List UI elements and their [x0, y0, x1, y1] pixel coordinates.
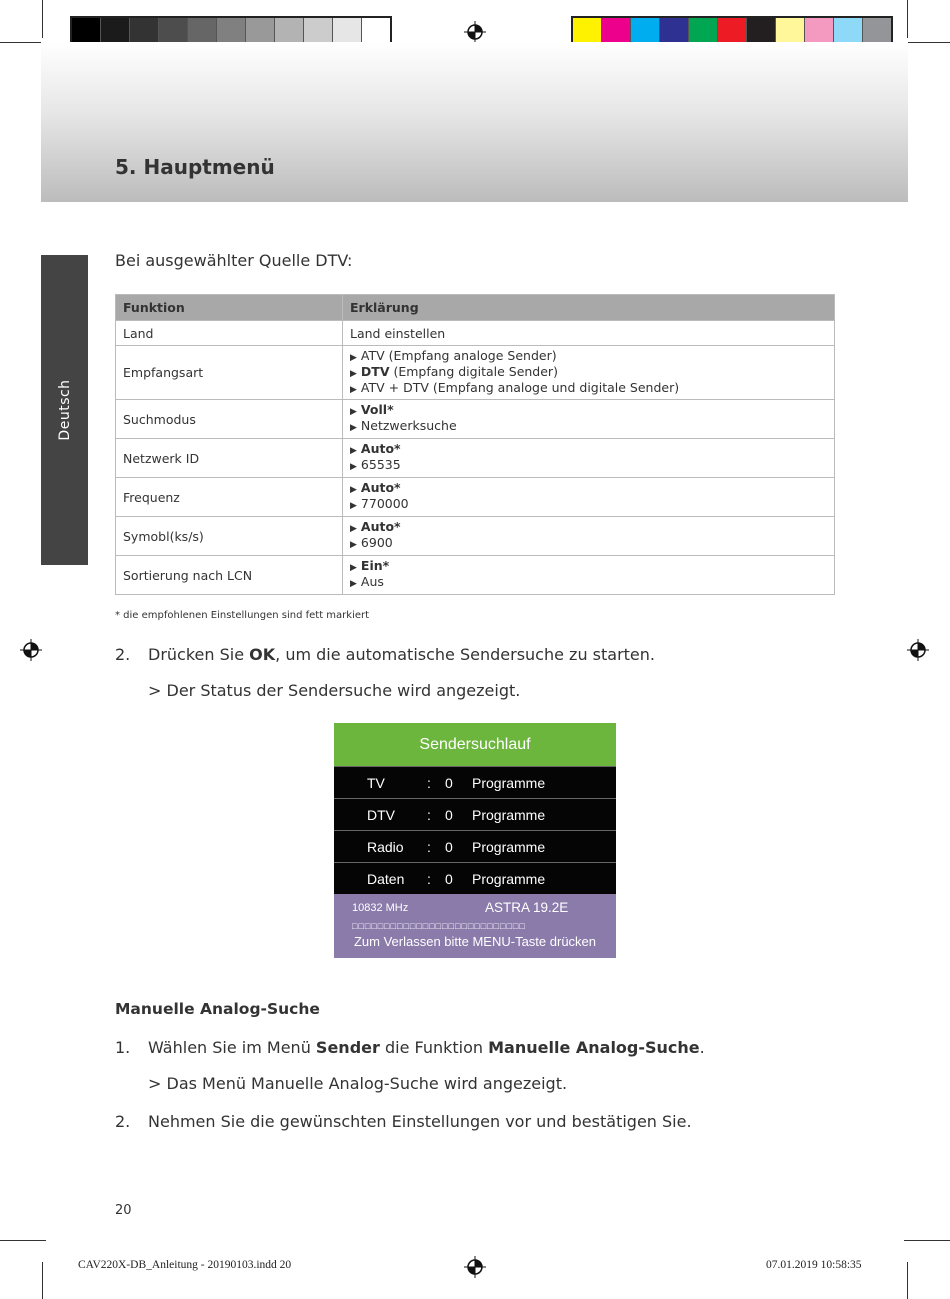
triangle-bullet-icon: ▶ [350, 423, 357, 433]
triangle-bullet-icon: ▶ [350, 501, 357, 511]
table-footnote: * die empfohlenen Einstellungen sind fett markiert [115, 610, 370, 621]
option-item [350, 497, 827, 513]
step-text [148, 1038, 705, 1057]
option-item [350, 458, 827, 474]
option-item [350, 536, 827, 552]
satellite-name: ASTRA 19.2E [485, 900, 569, 915]
step-2-result: > Der Status der Sendersuche wird angezeigt. [148, 681, 521, 700]
crop-mark [907, 0, 908, 38]
separator: : [427, 807, 431, 823]
step-text-part: Wählen Sie im Menü [148, 1038, 316, 1057]
option-text: 770000 [360, 496, 409, 511]
option-bold: Voll* [360, 402, 394, 417]
triangle-bullet-icon: ▶ [350, 485, 357, 495]
option-text: ATV (Empfang analoge Sender) [360, 347, 557, 363]
screen-status-bar [334, 894, 616, 958]
separator: : [427, 775, 431, 791]
crop-mark [0, 42, 46, 43]
explanation-cell: Land einstellen [343, 321, 835, 346]
function-cell: Symobl(ks/s) [116, 517, 343, 556]
section-heading: Manuelle Analog-Suche [115, 1000, 320, 1018]
explanation-cell [343, 556, 835, 595]
function-cell: Sortierung nach LCN [116, 556, 343, 595]
function-cell: Land [116, 321, 343, 346]
step-number: 1. [115, 1038, 131, 1057]
triangle-bullet-icon: ▶ [350, 524, 357, 534]
program-count: 0 [445, 775, 453, 791]
table-row [116, 517, 835, 556]
option-text: 65535 [360, 457, 401, 472]
triangle-bullet-icon: ▶ [350, 384, 357, 395]
option-text: Netzwerksuche [360, 418, 457, 433]
page-number: 20 [115, 1203, 132, 1218]
explanation-cell [343, 346, 835, 400]
separator: : [427, 871, 431, 887]
program-type-label: Radio [367, 839, 404, 855]
explanation-cell [343, 478, 835, 517]
program-count-row [334, 830, 616, 862]
option-bold: Auto* [360, 480, 401, 495]
registration-mark-icon [464, 1256, 486, 1278]
language-label: Deutsch [56, 379, 73, 441]
step-text-part: Drücken Sie [148, 645, 250, 664]
print-slug-datetime: 07.01.2019 10:58:35 [766, 1259, 862, 1271]
triangle-bullet-icon: ▶ [350, 446, 357, 456]
table-row [116, 346, 835, 400]
option-item [350, 419, 827, 435]
program-count: 0 [445, 807, 453, 823]
program-unit: Programme [472, 807, 546, 823]
step-text-part: , um die automatische Sendersuche zu starten. [275, 645, 655, 664]
option-text: ATV + DTV (Empfang analoge und digitale Sender) [360, 379, 680, 395]
program-unit: Programme [472, 775, 546, 791]
triangle-bullet-icon: ▶ [350, 563, 357, 573]
crop-mark [907, 1262, 908, 1299]
option-text: 6900 [360, 535, 393, 550]
triangle-bullet-icon: ▶ [350, 407, 357, 417]
column-header-erklaerung: Erklärung [343, 295, 835, 321]
option-text: Aus [360, 574, 384, 589]
program-type-label: DTV [367, 807, 395, 823]
crop-mark [904, 42, 950, 43]
menu-name: Sender [315, 1038, 380, 1057]
table-row [116, 556, 835, 595]
option-bold: Auto* [360, 519, 401, 534]
program-count-row [334, 766, 616, 798]
search-progress-boxes: □□□□□□□□□□□□□□□□□□□□□□□□□□□ [352, 921, 526, 931]
table-header-row [116, 295, 835, 321]
frequency-readout: 10832 MHz [352, 902, 409, 914]
explanation-cell [343, 517, 835, 556]
chapter-title: 5. Hauptmenü [115, 155, 275, 179]
option-item [350, 349, 827, 365]
registration-mark-icon [907, 639, 929, 661]
program-count-row [334, 862, 616, 894]
function-cell: Suchmodus [116, 400, 343, 439]
table-row [116, 400, 835, 439]
screen-title: Sendersuchlauf [334, 723, 616, 766]
triangle-bullet-icon: ▶ [350, 540, 357, 550]
option-bold: Ein* [360, 558, 390, 573]
function-cell: Empfangsart [116, 346, 343, 400]
language-side-tab [41, 255, 88, 565]
function-cell: Frequenz [116, 478, 343, 517]
crop-mark [904, 1240, 950, 1241]
option-item [350, 365, 827, 381]
registration-mark-icon [20, 639, 42, 661]
step-text-part: . [699, 1038, 705, 1057]
step-text: Nehmen Sie die gewünschten Einstellungen vor und bestätigen Sie. [148, 1112, 692, 1131]
program-count-row [334, 798, 616, 830]
option-item [350, 559, 827, 575]
option-item [350, 403, 827, 419]
separator: : [427, 839, 431, 855]
step-number: 2. [115, 1112, 131, 1131]
registration-mark-icon [464, 21, 486, 43]
option-item [350, 520, 827, 536]
step-text [148, 645, 655, 664]
exit-hint: Zum Verlassen bitte MENU-Taste drücken [353, 934, 597, 949]
program-type-label: TV [367, 775, 385, 791]
settings-table [115, 294, 835, 595]
step-1-result: > Das Menü Manuelle Analog-Suche wird angezeigt. [148, 1074, 568, 1093]
function-name: Manuelle Analog-Suche [488, 1038, 700, 1057]
table-row [116, 478, 835, 517]
crop-mark [42, 0, 43, 38]
crop-mark [42, 1262, 43, 1299]
triangle-bullet-icon: ▶ [350, 579, 357, 589]
triangle-bullet-icon: ▶ [350, 352, 357, 363]
step-text-part: die Funktion [379, 1038, 489, 1057]
triangle-bullet-icon: ▶ [350, 462, 357, 472]
channel-search-screen [334, 723, 616, 959]
option-item [350, 575, 827, 591]
program-count: 0 [445, 839, 453, 855]
crop-mark [0, 1240, 46, 1241]
program-count: 0 [445, 871, 453, 887]
function-cell: Netzwerk ID [116, 439, 343, 478]
program-unit: Programme [472, 871, 546, 887]
option-item [350, 381, 827, 397]
program-unit: Programme [472, 839, 546, 855]
triangle-bullet-icon: ▶ [350, 368, 357, 379]
explanation-cell [343, 439, 835, 478]
ok-key-label: OK [249, 645, 276, 664]
option-text: (Empfang digitale Sender) [389, 363, 558, 379]
print-slug-file: CAV220X-DB_Anleitung - 20190103.indd 20 [78, 1259, 292, 1271]
step-number: 2. [115, 645, 131, 664]
table-row [116, 321, 835, 346]
column-header-funktion: Funktion [116, 295, 343, 321]
option-bold: DTV [360, 363, 390, 379]
program-type-label: Daten [367, 871, 405, 887]
option-bold: Auto* [360, 441, 401, 456]
option-item [350, 481, 827, 497]
option-item [350, 442, 827, 458]
intro-text: Bei ausgewählter Quelle DTV: [115, 251, 353, 270]
table-row [116, 439, 835, 478]
explanation-cell [343, 400, 835, 439]
